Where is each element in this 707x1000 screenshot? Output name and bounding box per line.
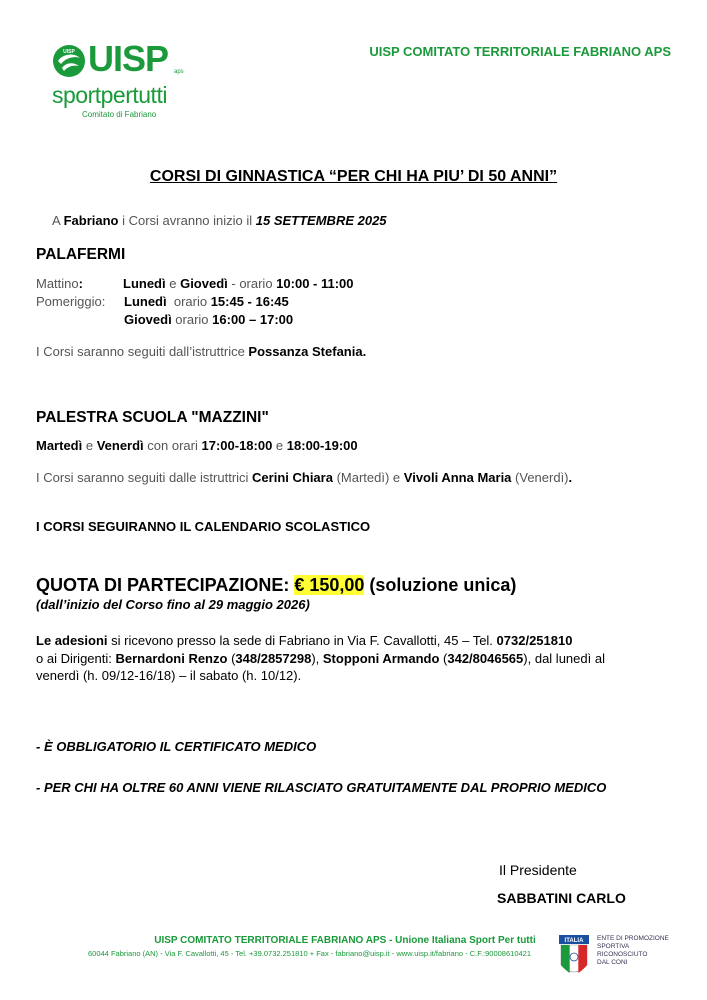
intro-line: A Fabriano i Corsi avranno inizio il 15 SETTEMBRE 2025 — [52, 213, 387, 228]
adesioni-line-2: o ai Dirigenti: Bernardoni Renzo (348/2857298), Stopponi Armando (342/8046565), dal lunedì al — [36, 651, 605, 666]
mazzini-schedule: Martedì e Venerdì con orari 17:00-18:00 e 18:00-19:00 — [36, 438, 358, 453]
palafermi-heading: PALAFERMI — [36, 246, 126, 263]
logo-ball-text: UISP — [63, 49, 75, 55]
signature-name: SABBATINI CARLO — [497, 890, 626, 906]
coni-italia-badge-icon — [559, 935, 589, 979]
pomeriggio-label: Pomeriggio: — [36, 294, 106, 309]
header-org: UISP COMITATO TERRITORIALE FABRIANO APS — [369, 44, 671, 59]
note-certificate: - È OBBLIGATORIO IL CERTIFICATO MEDICO — [36, 739, 317, 754]
note-over60: - PER CHI HA OLTRE 60 ANNI VIENE RILASCIATO GRATUITAMENTE DAL PROPRIO MEDICO — [36, 780, 607, 795]
adesioni-line-1: Le adesioni si ricevono presso la sede di Fabriano in Via F. Cavallotti, 45 – Tel. 0732/251810 — [36, 633, 573, 648]
logo-aps: aps — [174, 69, 184, 75]
coni-italia-text: ITALIA — [564, 938, 584, 944]
pomeriggio-schedule-1: Lunedì orario 15:45 - 16:45 — [124, 294, 289, 309]
document-title: CORSI DI GINNASTICA “PER CHI HA PIU’ DI 50 ANNI” — [149, 168, 558, 185]
palafermi-instructor: I Corsi saranno seguiti dall’istruttrice Possanza Stefania. — [36, 344, 367, 359]
uisp-logo-ball-icon — [52, 44, 86, 78]
quota-price: € 150,00 — [294, 575, 365, 595]
calendario-note: I CORSI SEGUIRANNO IL CALENDARIO SCOLASTICO — [36, 519, 371, 534]
coni-text: ENTE DI PROMOZIONE SPORTIVA RICONOSCIUTO DAL CONI — [597, 935, 669, 966]
mazzini-heading: PALESTRA SCUOLA "MAZZINI" — [36, 409, 269, 426]
footer-org: UISP COMITATO TERRITORIALE FABRIANO APS - Unione Italiana Sport Per tutti — [154, 935, 536, 946]
quota-line: QUOTA DI PARTECIPAZIONE: € 150,00 (soluzione unica) — [36, 575, 517, 595]
adesioni-line-3: venerdì (h. 09/12-16/18) – il sabato (h. 10/12). — [36, 668, 302, 683]
logo-subtitle: Comitato di Fabriano — [82, 110, 157, 119]
signature-role: Il Presidente — [499, 862, 577, 878]
quota-period: (dall’inizio del Corso fino al 29 maggio 2026) — [36, 597, 310, 612]
footer-contacts: 60044 Fabriano (AN) - Via F. Cavallotti, 45 - Tel. +39.0732.251810 + Fax - fabriano@uisp.it - www.uisp.it/fabriano - C.F.:90008610421 — [88, 949, 532, 958]
pomeriggio-schedule-2: Giovedì orario 16:00 – 17:00 — [124, 312, 294, 327]
mattino-label: Mattino: — [36, 276, 83, 291]
mattino-schedule: Lunedì e Giovedì - orario 10:00 - 11:00 — [123, 276, 354, 291]
intro-city: Fabriano — [63, 213, 119, 228]
logo-tagline: sportpertutti — [52, 82, 167, 108]
logo-name: UISP — [88, 38, 169, 79]
mazzini-instructors: I Corsi saranno seguiti dalle istruttrici Cerini Chiara (Martedì) e Vivoli Anna Maria (Venerdì). — [36, 470, 573, 485]
intro-date: 15 SETTEMBRE 2025 — [255, 213, 387, 228]
